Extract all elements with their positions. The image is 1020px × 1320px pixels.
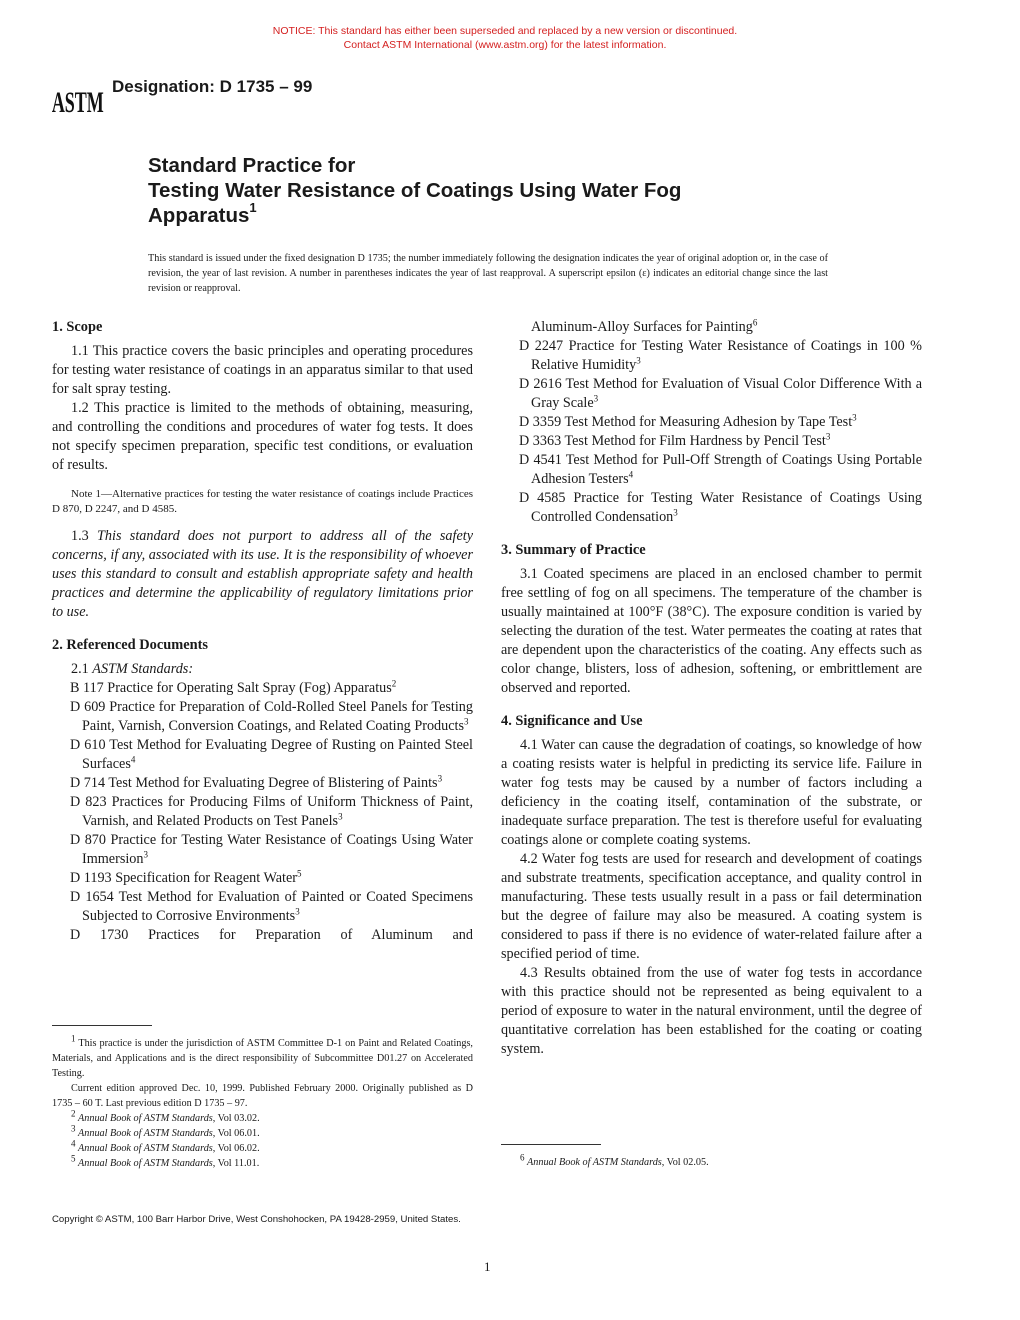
list-item [70,679,473,698]
list-item [519,489,922,527]
ref-text: D 4585 Practice for Testing Water Resistance of Coatings Using Controlled Condensation [519,490,922,525]
ref-footnote: 3 [143,849,148,860]
issued-statement: This standard is issued under the fixed designation D 1735; the number immediately following the designation indicates the year of original adoption or, in the case of revision, the year of last revision. A number in parentheses indicates the year of last reapproval. A superscript epsilon (ε) indicates an editorial change since the last revision or reapproval. [148,253,828,294]
footnote-2-source: Annual Book of ASTM Standards [78,1113,213,1124]
ref-text: D 2616 Test Method for Evaluation of Visual Color Difference With a Gray Scale [519,376,922,411]
ref-text: Aluminum-Alloy Surfaces for Painting [531,319,753,335]
footnote-4 [52,1138,473,1156]
section-1-heading: 1. Scope [52,319,103,335]
para-3-1: 3.1 Coated specimens are placed in an enclosed chamber to permit free settling of fog on all specimens. The temperature of the chamber is usually maintained at 100°F (38°C). The exposure condition is varied by selecting the duration of the test. Water permeates the coating at rates that are dependent upon the characteristics of the coating. Any effects such as color change, blisters, loss of adhesion, softening, or embrittlement are observed and reported. [501,566,922,696]
title-line-1: Standard Practice for [148,154,356,177]
footnote-1 [52,1033,473,1081]
title-line-2: Testing Water Resistance of Coatings Using Water Fog [148,179,682,202]
para-2-1 [52,660,473,679]
footnote-rule-right [501,1144,601,1145]
title-footnote-ref: 1 [249,200,257,216]
title-line-3-text: Apparatus [148,204,250,227]
list-item [519,451,922,489]
designation: Designation: D 1735 – 99 [112,77,313,96]
section-2-heading: 2. Referenced Documents [52,637,208,653]
ref-footnote: 3 [852,412,857,423]
footnote-5-source: Annual Book of ASTM Standards [78,1158,213,1169]
ref-text: D 1730 Practices for Preparation of Aluminum and [70,927,473,943]
list-item [70,831,473,869]
ref-footnote: 3 [673,507,678,518]
footnote-6-mark: 6 [520,1152,525,1163]
footnote-3 [52,1123,473,1141]
footnote-2 [52,1108,473,1126]
list-item [519,375,922,413]
ref-text: D 870 Practice for Testing Water Resistance of Coatings Using Water Immersion [70,832,473,867]
list-item [519,337,922,375]
list-item [70,869,473,888]
para-1-3 [52,527,473,622]
list-item [70,793,473,831]
page-number: 1 [484,1259,491,1274]
para-1-3-number: 1.3 [71,528,98,544]
ref-text: D 2247 Practice for Testing Water Resistance of Coatings in 100 % Relative Humidity [519,338,922,373]
footnotes-left [52,1033,473,1171]
ref-footnote: 6 [752,317,758,328]
para-4-3: 4.3 Results obtained from the use of water fog tests in accordance with this practice should not be represented as being equivalent to a period of exposure to water in the natural environment, until the degree of quantitative correlation has been established for the coating or coating system. [501,965,922,1057]
list-item [70,774,473,793]
para-4-1: 4.1 Water can cause the degradation of coatings, so knowledge of how a coating resists water is helpful in predicting its service life. Failure in water fog tests may be caused by a number of factors including a deficiency in the coating itself, contamination of the substrate, or inadequate surface preparation. The test is therefore useful for evaluating coatings alone or complete coating systems. [501,737,922,848]
ref-footnote: 3 [825,431,831,442]
ref-text: D 823 Practices for Producing Films of Uniform Thickness of Paint, Varnish, and Related Products on Test Panels [70,794,473,829]
ref-text: D 3363 Test Method for Film Hardness by Pencil Test [519,433,826,449]
footnote-6-volume: , Vol 02.05. [661,1157,709,1168]
svg-text:ASTM: ASTM [52,86,104,116]
footnote-4-source: Annual Book of ASTM Standards [78,1143,213,1154]
footnote-5-volume: , Vol 11.01. [212,1158,260,1169]
ref-text: D 714 Test Method for Evaluating Degree of Blistering of Paints [70,775,438,791]
list-item [70,926,473,945]
footnote-3-mark: 3 [71,1123,76,1134]
notice-line-1: NOTICE: This standard has either been superseded and replaced by a new version or discontinued. [272,25,738,37]
reference-list-left [52,679,473,945]
footnote-3-volume: , Vol 06.01. [212,1128,260,1139]
ref-text: D 1654 Test Method for Evaluation of Painted or Coated Specimens Subjected to Corrosive Environments [70,889,473,924]
ref-footnote: 3 [463,716,469,727]
ref-text: B 117 Practice for Operating Salt Spray (Fog) Apparatus [70,680,392,696]
list-item [70,888,473,926]
ref-footnote: 5 [296,868,302,879]
title-line-3 [148,200,681,228]
copyright: Copyright © ASTM, 100 Barr Harbor Drive, West Conshohocken, PA 19428-2959, United States. [52,1214,461,1225]
footnote-2-mark: 2 [71,1108,76,1119]
footnote-rule-left [52,1025,152,1026]
footnote-6 [501,1152,922,1170]
footnote-1-text: This practice is under the jurisdiction of ASTM Committee D-1 on Paint and Related Coatings, Materials, and Applications and is the direct responsibility of Subcommittee D01.27 on Accelerated Testing. [52,1038,473,1079]
ref-text: D 3359 Test Method for Measuring Adhesion by Tape Test [519,414,853,430]
list-item [70,698,473,736]
para-4-2: 4.2 Water fog tests are used for research and development of coatings and substrate treatments, specification acceptance, and quality control in manufacturing. These tests usually result in a pass or fail determination but the degree of failure may also be measured. A coating system is considered to pass if there is no evidence of water-related failure after a specified period of time. [501,851,922,962]
astm-logo-icon [52,78,104,116]
ref-footnote: 3 [437,773,443,784]
ref-text: D 4541 Test Method for Pull-Off Strength of Coatings Using Portable Adhesion Testers [519,452,922,487]
footnote-4-volume: , Vol 06.02. [212,1143,260,1154]
ref-footnote: 3 [295,906,300,917]
ref-footnote: 3 [338,811,343,822]
ref-footnote: 3 [593,393,599,404]
footnote-6-source: Annual Book of ASTM Standards [527,1157,662,1168]
list-item [70,736,473,774]
footnote-1-edition: Current edition approved Dec. 10, 1999. Published February 2000. Originally published as D 1735 – 60 T. Last previous edition D 1735 – 97. [52,1083,473,1109]
list-item [519,318,922,337]
para-1-1: 1.1 This practice covers the basic principles and operating procedures for testing water resistance of coatings in an apparatus similar to that used for salt spray testing. [52,343,473,397]
ref-text: D 609 Practice for Preparation of Cold-Rolled Steel Panels for Testing Paint, Varnish, Conversion Coatings, and Related Coating Products [70,699,473,734]
section-3-heading: 3. Summary of Practice [501,542,646,558]
para-1-3-text: This standard does not purport to address all of the safety concerns, if any, associated with its use. It is the responsibility of whoever uses this standard to consult and establish appropriate safety and health practices and determine the applicability of regulatory limitations prior to use. [52,528,473,620]
ref-footnote: 4 [130,754,136,765]
para-1-2: 1.2 This practice is limited to the methods of obtaining, measuring, and controlling the conditions and procedures of water fog tests. It does not specify specimen preparation, specific test conditions, or evaluation of results. [52,400,473,473]
list-item [519,413,922,432]
ref-text: D 610 Test Method for Evaluating Degree of Rusting on Painted Steel Surfaces [70,737,473,772]
footnote-5-mark: 5 [71,1153,76,1164]
footnotes-right [501,1152,922,1170]
footnote-1-mark: 1 [71,1033,76,1044]
footnote-5 [52,1153,473,1171]
list-item [519,432,922,451]
ref-footnote: 4 [628,469,634,480]
notice-line-2: Contact ASTM International (www.astm.org) for the latest information. [343,39,667,51]
left-column [52,318,473,945]
footnote-3-source: Annual Book of ASTM Standards [78,1128,213,1139]
para-2-1-number: 2.1 [71,661,93,677]
note-1: Note 1—Alternative practices for testing the water resistance of coatings include Practices D 870, D 2247, and D 4585. [52,488,473,515]
footnote-4-mark: 4 [71,1138,76,1149]
right-column [501,318,922,1059]
page-title [148,153,681,228]
ref-footnote: 2 [391,678,397,689]
para-2-1-text: ASTM Standards: [92,661,194,677]
reference-list-right [501,318,922,527]
section-4-heading: 4. Significance and Use [501,713,643,729]
ref-footnote: 3 [636,355,641,366]
footnote-2-volume: , Vol 03.02. [212,1113,260,1124]
ref-text: D 1193 Specification for Reagent Water [70,870,297,886]
